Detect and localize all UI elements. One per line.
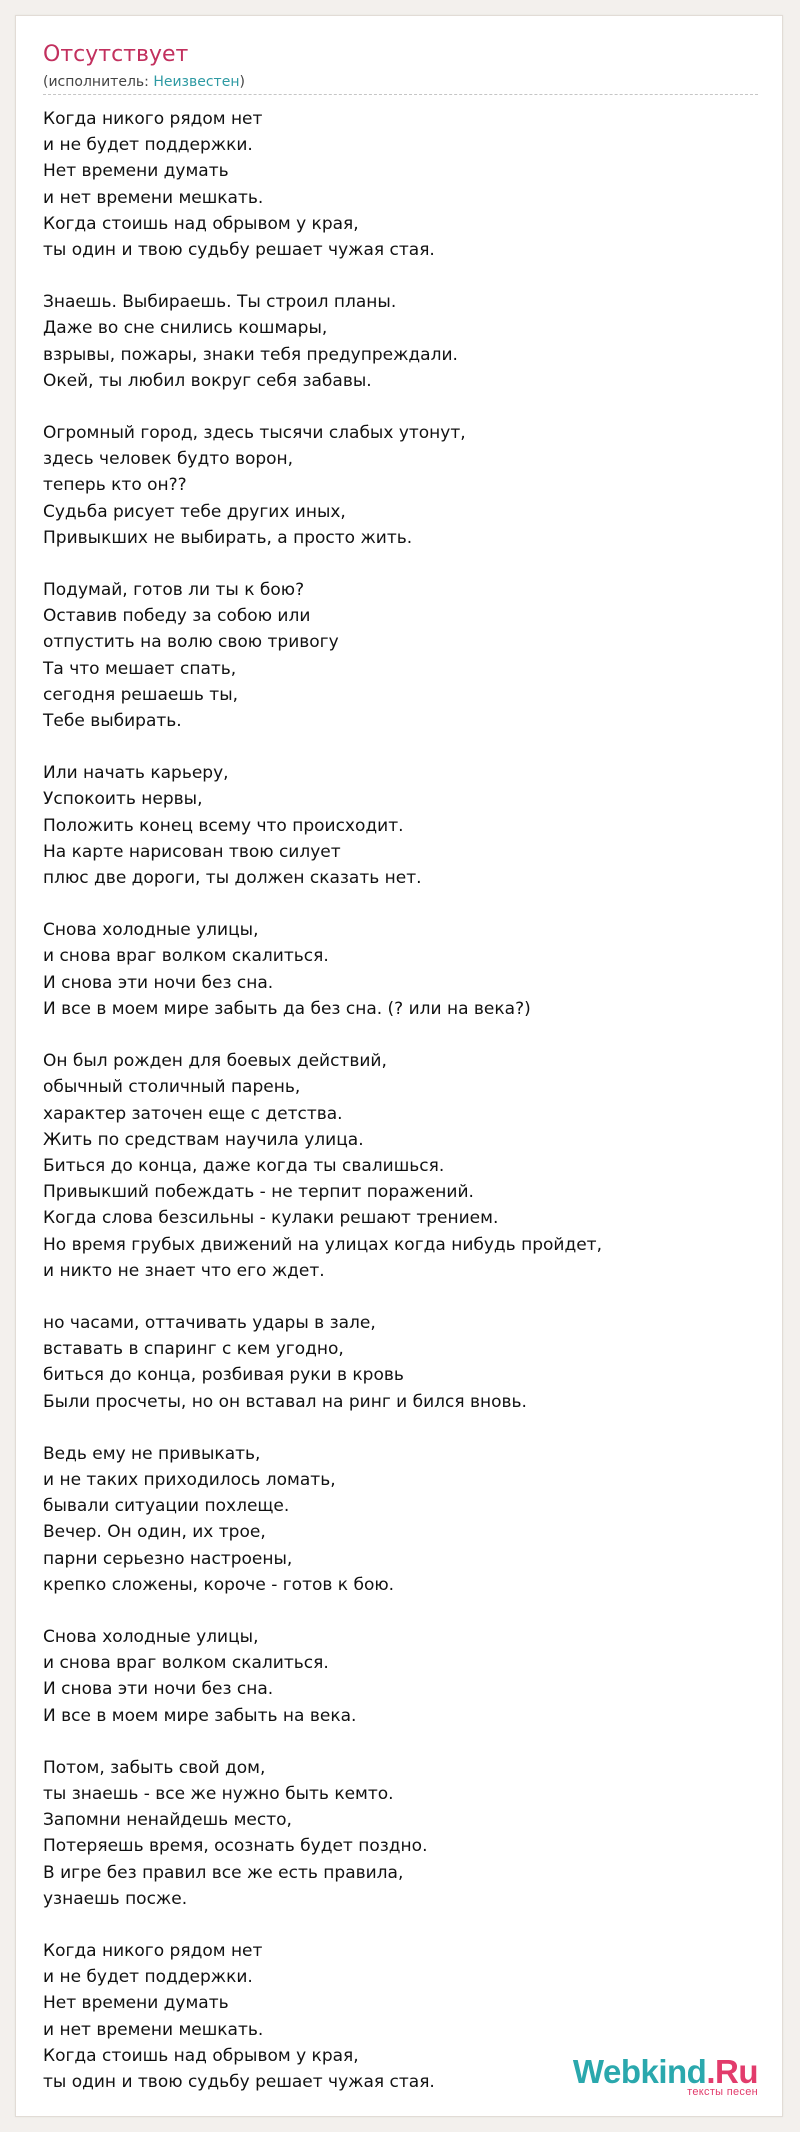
lyrics-stanza	[43, 289, 763, 394]
lyric-line: Когда слова безсильны - кулаки решают трением.	[43, 1208, 499, 1229]
lyric-line: Он был рожден для боевых действий,	[43, 1051, 387, 1072]
lyric-line: Или начать карьеру,	[43, 763, 229, 784]
lyrics-stanza	[43, 420, 763, 551]
lyric-line: ты знаешь - все же нужно быть кемто.	[43, 1783, 394, 1804]
lyrics-stanza	[43, 577, 763, 734]
lyric-line: Когда никого рядом нет	[43, 109, 263, 129]
lyrics-stanza	[43, 106, 763, 263]
artist-link[interactable]: Неизвестен	[153, 74, 240, 90]
lyric-line: и снова враг волком скалиться.	[43, 946, 329, 967]
lyrics-body	[43, 106, 763, 2121]
lyric-line: Потеряешь время, осознать будет поздно.	[43, 1836, 428, 1857]
lyric-line: сегодня решаешь ты,	[43, 684, 239, 705]
lyric-line: Огромный город, здесь тысячи слабых утонут,	[43, 423, 466, 444]
lyric-line: Привыкший побеждать - не терпит поражений.	[43, 1182, 474, 1203]
lyrics-stanza	[43, 917, 763, 1022]
lyric-line: Потом, забыть свой дом,	[43, 1757, 266, 1778]
lyric-line: теперь кто он??	[43, 475, 187, 496]
header-divider	[43, 94, 758, 95]
lyric-line: Снова холодные улицы,	[43, 920, 259, 941]
lyric-line: Нет времени думать	[43, 1993, 229, 2014]
lyric-line: Жить по средствам научила улица.	[43, 1129, 364, 1150]
site-logo[interactable]	[573, 2055, 758, 2098]
lyric-line: Даже во сне снились кошмары,	[43, 318, 328, 339]
lyric-line: Успокоить нервы,	[43, 789, 203, 810]
lyric-line: характер заточен еще с детства.	[43, 1103, 343, 1124]
lyric-line: И снова эти ночи без сна.	[43, 972, 274, 993]
song-title: Отсутствует	[43, 42, 189, 67]
lyric-line: взрывы, пожары, знаки тебя предупреждали.	[43, 344, 458, 365]
page-card	[15, 15, 783, 2117]
lyric-line: На карте нарисован твою силует	[43, 841, 341, 862]
lyric-line: плюс две дороги, ты должен сказать нет.	[43, 868, 422, 889]
lyric-line: Знаешь. Выбираешь. Ты строил планы.	[43, 292, 397, 313]
lyric-line: Подумай, готов ли ты к бою?	[43, 580, 305, 601]
lyric-line: Положить конец всему что происходит.	[43, 815, 404, 836]
lyric-line: здесь человек будто ворон,	[43, 449, 294, 470]
logo-name: Webkind	[572, 2053, 707, 2090]
lyrics-stanza	[43, 1624, 763, 1729]
lyric-line: и не будет поддержки.	[43, 1967, 253, 1988]
lyric-line: и не таких приходилось ломать,	[43, 1469, 336, 1490]
lyric-line: и не будет поддержки.	[43, 135, 253, 156]
artist-suffix: )	[239, 74, 245, 90]
lyric-line: Вечер. Он один, их трое,	[43, 1522, 266, 1543]
lyric-line: Но время грубых движений на улицах когда нибудь пройдет,	[43, 1234, 602, 1255]
lyric-line: ты один и твою судьбу решает чужая стая.	[43, 240, 435, 261]
lyric-line: биться до конца, розбивая руки в кровь	[43, 1365, 404, 1386]
lyric-line: Окей, ты любил вокруг себя забавы.	[43, 370, 372, 391]
lyric-line: И все в моем мире забыть да без сна. (? или на века?)	[43, 998, 531, 1019]
lyric-line: парни серьезно настроены,	[43, 1548, 293, 1569]
lyric-line: В игре без правил все же есть правила,	[43, 1862, 404, 1883]
lyrics-stanza	[43, 760, 763, 891]
lyric-line: Нет времени думать	[43, 161, 229, 182]
lyric-line: Ведь ему не привыкать,	[43, 1443, 261, 1464]
lyric-line: Запомни ненайдешь место,	[43, 1810, 292, 1831]
lyric-line: ты один и твою судьбу решает чужая стая.	[43, 2072, 435, 2092]
lyric-line: и нет времени мешкать.	[43, 187, 264, 208]
lyric-line: узнаешь посже.	[43, 1888, 188, 1909]
lyric-line: Биться до конца, даже когда ты свалишься.	[43, 1155, 445, 1176]
logo-tagline: тексты песен	[687, 2086, 758, 2098]
lyric-line: Та что мешает спать,	[43, 658, 237, 679]
lyric-line: Когда стоишь над обрывом у края,	[43, 213, 359, 234]
lyric-line: Оставив победу за собою или	[43, 606, 311, 627]
lyric-line: Судьба рисует тебе других иных,	[43, 501, 346, 522]
lyric-line: отпустить на волю свою тривогу	[43, 632, 339, 653]
lyric-line: и никто не знает что его ждет.	[43, 1260, 325, 1281]
lyric-line: но часами, оттачивать удары в зале,	[43, 1312, 376, 1333]
lyric-line: Тебе выбирать.	[43, 711, 182, 732]
lyric-line: бывали ситуации похлеще.	[43, 1496, 290, 1517]
lyric-line: Были просчеты, но он вставал на ринг и бился вновь.	[43, 1391, 527, 1412]
lyric-line: и снова враг волком скалиться.	[43, 1653, 329, 1674]
artist-prefix: (исполнитель:	[43, 74, 154, 90]
lyric-line: обычный столичный парень,	[43, 1077, 301, 1098]
logo-wordmark	[573, 2055, 758, 2089]
lyric-line: И снова эти ночи без сна.	[43, 1679, 274, 1700]
lyric-line: Когда никого рядом нет	[43, 1940, 263, 1961]
lyric-line: и нет времени мешкать.	[43, 2019, 264, 2040]
lyric-line: Снова холодные улицы,	[43, 1626, 259, 1647]
logo-tld: .Ru	[706, 2053, 758, 2090]
lyric-line: Привыкших не выбирать, а просто жить.	[43, 527, 413, 548]
lyrics-stanza	[43, 1755, 763, 1912]
lyric-line: вставать в спаринг с кем угодно,	[43, 1339, 344, 1360]
lyric-line: И все в моем мире забыть на века.	[43, 1705, 357, 1726]
lyrics-stanza	[43, 1310, 763, 1415]
lyric-line: крепко сложены, короче - готов к бою.	[43, 1574, 395, 1595]
lyric-line: Когда стоишь над обрывом у края,	[43, 2045, 359, 2066]
song-artist-line	[43, 73, 245, 91]
lyrics-stanza	[43, 1048, 763, 1284]
lyrics-stanza	[43, 1441, 763, 1598]
